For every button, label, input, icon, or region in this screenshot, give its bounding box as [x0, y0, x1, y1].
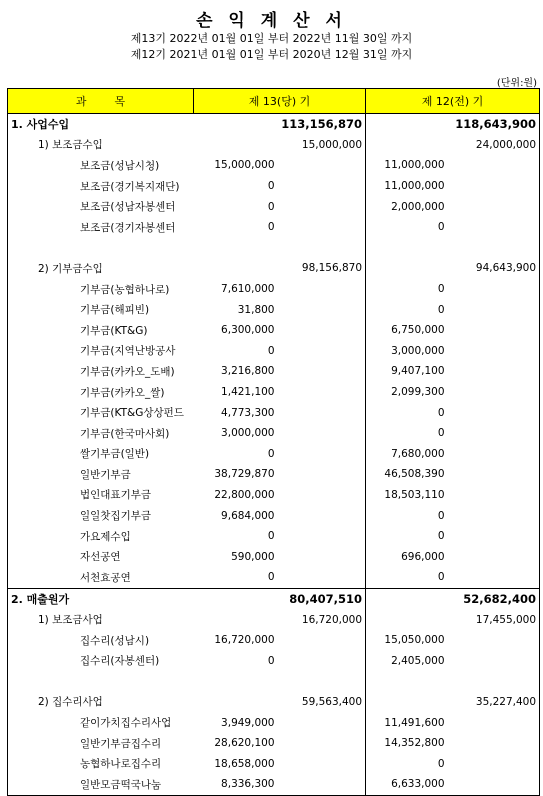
current-detail — [194, 692, 278, 713]
income-statement-table — [7, 88, 540, 796]
section-row — [8, 588, 540, 609]
prior-total — [448, 546, 540, 567]
account-label: 서천효공연 — [8, 567, 194, 588]
header-current: 제 13(당) 기 — [194, 89, 366, 114]
table-row — [8, 361, 540, 382]
prior-detail: 11,000,000 — [384, 159, 445, 172]
statement-title: 손 익 계 산 서 — [196, 11, 347, 31]
current-total: 16,720,000 — [278, 609, 366, 630]
statement-body — [8, 114, 540, 796]
prior-total — [448, 382, 540, 403]
prior-total — [448, 320, 540, 341]
table-row — [8, 712, 540, 733]
current-total — [278, 320, 366, 341]
current-detail: 0 — [267, 344, 275, 357]
prior-detail — [366, 258, 448, 279]
prior-total — [448, 341, 540, 362]
prior-detail: 0 — [437, 303, 445, 316]
account-label: 보조금(경기복지재단) — [8, 176, 194, 197]
account-label: 보조금(성남시청) — [8, 155, 194, 176]
current-total — [278, 402, 366, 423]
prior-total — [448, 733, 540, 754]
prior-detail: 46,508,390 — [384, 468, 445, 481]
subtotal-row — [8, 609, 540, 630]
prior-detail: 11,000,000 — [384, 180, 445, 193]
current-detail: 15,000,000 — [214, 159, 275, 172]
section-row — [8, 114, 540, 135]
table-row — [8, 320, 540, 341]
current-total — [278, 176, 366, 197]
account-label: 일반모금떡국나눔 — [8, 774, 194, 795]
prior-detail — [366, 692, 448, 713]
prior-total: 52,682,400 — [448, 588, 540, 609]
current-detail: 4,773,300 — [221, 406, 275, 419]
account-label: 가요제수입 — [8, 526, 194, 547]
prior-total — [448, 774, 540, 795]
account-label: 기부금(지역난방공사 — [8, 341, 194, 362]
current-detail — [194, 609, 278, 630]
current-detail: 38,729,870 — [214, 468, 275, 481]
table-row — [8, 630, 540, 651]
current-total — [278, 774, 366, 795]
current-total: 113,156,870 — [278, 114, 366, 135]
current-detail: 18,658,000 — [214, 757, 275, 770]
current-detail: 28,620,100 — [214, 737, 275, 750]
prior-total: 35,227,400 — [448, 692, 540, 713]
table-row — [8, 650, 540, 671]
account-label: 일반기부금 — [8, 464, 194, 485]
current-total — [278, 155, 366, 176]
prior-detail: 9,407,100 — [391, 365, 445, 378]
current-detail — [194, 114, 278, 135]
current-detail: 0 — [267, 200, 275, 213]
current-total — [278, 279, 366, 300]
table-row — [8, 505, 540, 526]
subtotal-row — [8, 258, 540, 279]
current-detail: 7,610,000 — [221, 283, 275, 296]
prior-detail: 696,000 — [401, 550, 445, 563]
prior-detail: 11,491,600 — [384, 716, 445, 729]
current-detail: 0 — [267, 654, 275, 667]
current-total — [278, 712, 366, 733]
current-detail: 3,000,000 — [221, 427, 275, 440]
current-total — [278, 546, 366, 567]
current-total — [278, 485, 366, 506]
current-detail — [194, 588, 278, 609]
table-row — [8, 176, 540, 197]
prior-detail — [366, 588, 448, 609]
current-total — [278, 464, 366, 485]
current-detail: 0 — [267, 530, 275, 543]
table-row — [8, 155, 540, 176]
account-label: 기부금(한국마사회) — [8, 423, 194, 444]
prior-detail — [366, 114, 448, 135]
header-account: 과 목 — [8, 89, 194, 114]
table-row — [8, 444, 540, 465]
current-detail: 590,000 — [231, 550, 275, 563]
account-label: 2. 매출원가 — [8, 588, 194, 609]
table-row — [8, 196, 540, 217]
subtotal-row — [8, 135, 540, 156]
current-total — [278, 567, 366, 588]
account-label: 일일찻집기부금 — [8, 505, 194, 526]
prior-total — [448, 712, 540, 733]
table-row — [8, 753, 540, 774]
account-label: 보조금(성남자봉센터 — [8, 196, 194, 217]
current-total: 59,563,400 — [278, 692, 366, 713]
current-detail: 6,300,000 — [221, 324, 275, 337]
header-prior: 제 12(전) 기 — [366, 89, 540, 114]
account-label: 2) 기부금수입 — [8, 258, 194, 279]
current-total — [278, 217, 366, 238]
prior-total — [448, 526, 540, 547]
prior-total — [448, 567, 540, 588]
prior-detail: 6,750,000 — [391, 324, 445, 337]
current-total — [278, 341, 366, 362]
prior-detail: 2,099,300 — [391, 386, 445, 399]
account-label: 1) 보조금사업 — [8, 609, 194, 630]
prior-total: 94,643,900 — [448, 258, 540, 279]
current-detail — [194, 135, 278, 156]
prior-detail: 2,405,000 — [391, 654, 445, 667]
prior-detail: 0 — [437, 757, 445, 770]
current-total — [278, 630, 366, 651]
table-row — [8, 774, 540, 795]
table-row — [8, 733, 540, 754]
table-row — [8, 402, 540, 423]
spacer-row — [8, 671, 540, 692]
current-total — [278, 423, 366, 444]
prior-detail: 2,000,000 — [391, 200, 445, 213]
current-detail: 1,421,100 — [221, 386, 275, 399]
account-label: 보조금(경기자봉센터 — [8, 217, 194, 238]
account-label: 기부금(카카오_쌀) — [8, 382, 194, 403]
table-row — [8, 546, 540, 567]
spacer-row — [8, 238, 540, 259]
table-row — [8, 382, 540, 403]
current-total — [278, 650, 366, 671]
table-row — [8, 526, 540, 547]
account-label: 같이가치집수리사업 — [8, 712, 194, 733]
table-row — [8, 279, 540, 300]
header-row — [8, 89, 540, 114]
prior-total: 24,000,000 — [448, 135, 540, 156]
current-detail: 3,216,800 — [221, 365, 275, 378]
prior-total: 17,455,000 — [448, 609, 540, 630]
current-detail — [194, 258, 278, 279]
prior-detail: 0 — [437, 509, 445, 522]
prior-detail: 0 — [437, 283, 445, 296]
current-total — [278, 444, 366, 465]
prior-total — [448, 279, 540, 300]
prior-total — [448, 299, 540, 320]
prior-total — [448, 423, 540, 444]
prior-total — [448, 196, 540, 217]
current-total — [278, 526, 366, 547]
account-label: 법인대표기부금 — [8, 485, 194, 506]
prior-detail: 15,050,000 — [384, 634, 445, 647]
prior-detail: 0 — [437, 221, 445, 234]
prior-detail — [366, 135, 448, 156]
prior-detail: 14,352,800 — [384, 737, 445, 750]
account-label: 1) 보조금수입 — [8, 135, 194, 156]
account-label: 쌀기부금(일반) — [8, 444, 194, 465]
current-detail: 3,949,000 — [221, 716, 275, 729]
table-row — [8, 423, 540, 444]
current-detail: 22,800,000 — [214, 488, 275, 501]
account-label: 집수리(성남시) — [8, 630, 194, 651]
prior-detail: 6,633,000 — [366, 774, 448, 795]
current-total — [278, 382, 366, 403]
account-label: 일반기부금집수리 — [8, 733, 194, 754]
current-total: 80,407,510 — [278, 588, 366, 609]
current-total — [278, 196, 366, 217]
current-detail: 0 — [267, 180, 275, 193]
table-row — [8, 567, 540, 588]
period-current: 제13기 2022년 01월 01일 부터 2022년 11월 30일 까지 — [130, 32, 413, 45]
table-row — [8, 299, 540, 320]
prior-total — [448, 361, 540, 382]
account-label: 2) 집수리사업 — [8, 692, 194, 713]
current-detail: 0 — [267, 447, 275, 460]
unit-label: (단위:원) — [496, 78, 537, 89]
account-label: 자선공연 — [8, 546, 194, 567]
period-prior: 제12기 2021년 01월 01일 부터 2020년 12월 31일 까지 — [130, 48, 413, 61]
prior-detail: 7,680,000 — [391, 447, 445, 460]
current-detail: 9,684,000 — [221, 509, 275, 522]
current-detail: 31,800 — [237, 303, 275, 316]
current-total — [278, 299, 366, 320]
table-row — [8, 485, 540, 506]
prior-detail: 0 — [437, 406, 445, 419]
prior-total: 118,643,900 — [448, 114, 540, 135]
prior-total — [448, 485, 540, 506]
prior-detail: 18,503,110 — [384, 488, 445, 501]
current-detail: 8,336,300 — [194, 774, 278, 795]
account-label: 기부금(해피빈) — [8, 299, 194, 320]
prior-total — [448, 630, 540, 651]
prior-total — [448, 176, 540, 197]
table-row — [8, 341, 540, 362]
current-detail: 16,720,000 — [214, 634, 275, 647]
prior-total — [448, 464, 540, 485]
current-detail: 0 — [267, 221, 275, 234]
prior-detail: 3,000,000 — [391, 344, 445, 357]
prior-total — [448, 217, 540, 238]
current-total — [278, 733, 366, 754]
subtotal-row — [8, 692, 540, 713]
account-label: 기부금(KT&G) — [8, 320, 194, 341]
prior-total — [448, 402, 540, 423]
current-total — [278, 753, 366, 774]
account-label: 기부금(카카오_도배) — [8, 361, 194, 382]
prior-total — [448, 753, 540, 774]
prior-total — [448, 650, 540, 671]
prior-detail: 0 — [437, 427, 445, 440]
prior-detail — [366, 609, 448, 630]
table-row — [8, 217, 540, 238]
account-label: 1. 사업수입 — [8, 114, 194, 135]
current-total — [278, 361, 366, 382]
prior-total — [448, 155, 540, 176]
account-label: 집수리(자봉센터) — [8, 650, 194, 671]
prior-detail: 0 — [437, 530, 445, 543]
current-total: 98,156,870 — [278, 258, 366, 279]
account-label: 농협하나로집수리 — [8, 753, 194, 774]
account-label: 기부금(KT&G상상펀드 — [8, 402, 194, 423]
prior-total — [448, 505, 540, 526]
table-row — [8, 464, 540, 485]
current-total: 15,000,000 — [278, 135, 366, 156]
current-detail: 0 — [267, 571, 275, 584]
prior-detail: 0 — [437, 571, 445, 584]
account-label: 기부금(농협하나로) — [8, 279, 194, 300]
prior-total — [448, 444, 540, 465]
current-total — [278, 505, 366, 526]
